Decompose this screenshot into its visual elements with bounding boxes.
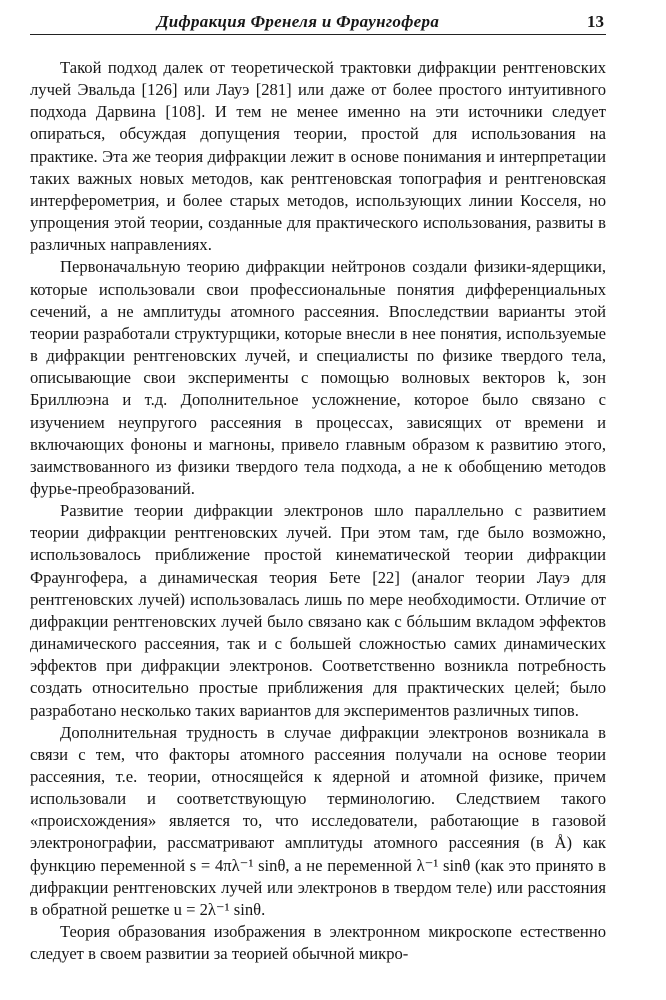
body-text: [30, 57, 606, 965]
paragraph: Дополнительная трудность в случае дифракции электронов возникала в связи с тем, что факторы атомного рассеяния получали на основе теории рассеяния, т.е. теории, относящейся к ядерной и атомной физике, причем использовали и соответствующую терминологию. Следствием такого «происхождения» является то, что исследователи, работающие в газовой электронографии, рассматривают амплитуды атомного рассеяния (в Å) как функцию переменной s = 4πλ⁻¹ sinθ, а не переменной λ⁻¹ sinθ (как это принято в дифракции рентгеновских лучей или электронов в твердом теле) или расстояния в обратной решетке u = 2λ⁻¹ sinθ.: [30, 722, 606, 919]
running-header: [30, 6, 606, 35]
paragraph: Первоначальную теорию дифракции нейтронов создали физики-ядерщики, которые использовали свои профессиональные понятия дифференциальных сечений, а не амплитуды атомного рассеяния. Впоследствии варианты этой теории разработали структурщики, которые внесли в нее понятия, используемые в дифракции рентгеновских лучей, и специалисты по физике твердого тела, описывающие свои эксперименты с помощью волновых векторов k, зон Бриллюэна и т.д. Дополнительное усложнение, которое было связано с изучением неупругого рассеяния в процессах, зависящих от времени и включающих фононы и магноны, привело главным образом к развитию этого, заимствованного из физики твердого тела подхода, а не к обобщению методов фурье-преобразований.: [30, 257, 606, 498]
paragraph: Теория образования изображения в электронном микроскопе естественно следует в своем развитии за теорией обычной микро-: [30, 922, 606, 964]
chapter-title: Дифракция Френеля и Фраунгофера: [156, 12, 440, 31]
page-number: 13: [587, 12, 604, 31]
paragraph: Развитие теории дифракции электронов шло параллельно с развитием теории дифракции рентгеновских лучей. При этом там, где было возможно, использовалось приближение простой кинематической теории дифракции Фраунгофера, а динамическая теория Бете [22] (аналог теории Лауэ для рентгеновских лучей) использовалась лишь по мере необходимости. Отличие от дифракции рентгеновских лучей было связано как с бóльшим вкладом эффектов динамического рассеяния, так и с большей сложностью самих динамических эффектов при дифракции электронов. Соответственно возникла потребность создать относительно простые приближения для практических целей; было разработано несколько таких вариантов для экспериментов различных типов.: [30, 501, 606, 720]
paragraph: Такой подход далек от теоретической трактовки дифракции рентгеновских лучей Эвальда [126] или Лауэ [281] или даже от более простого интуитивного подхода Дарвина [108]. И тем не менее именно на эти источники следует опираться, обсуждая допущения теории, простой для использования на практике. Эта же теория дифракции лежит в основе понимания и интерпретации таких важных новых методов, как рентгеновская топография и рентгеновская интерферометрия, и более старых методов, использующих линии Косселя, но упрощения этой теории, созданные для практического использования, развиты в различных направлениях.: [30, 58, 606, 255]
